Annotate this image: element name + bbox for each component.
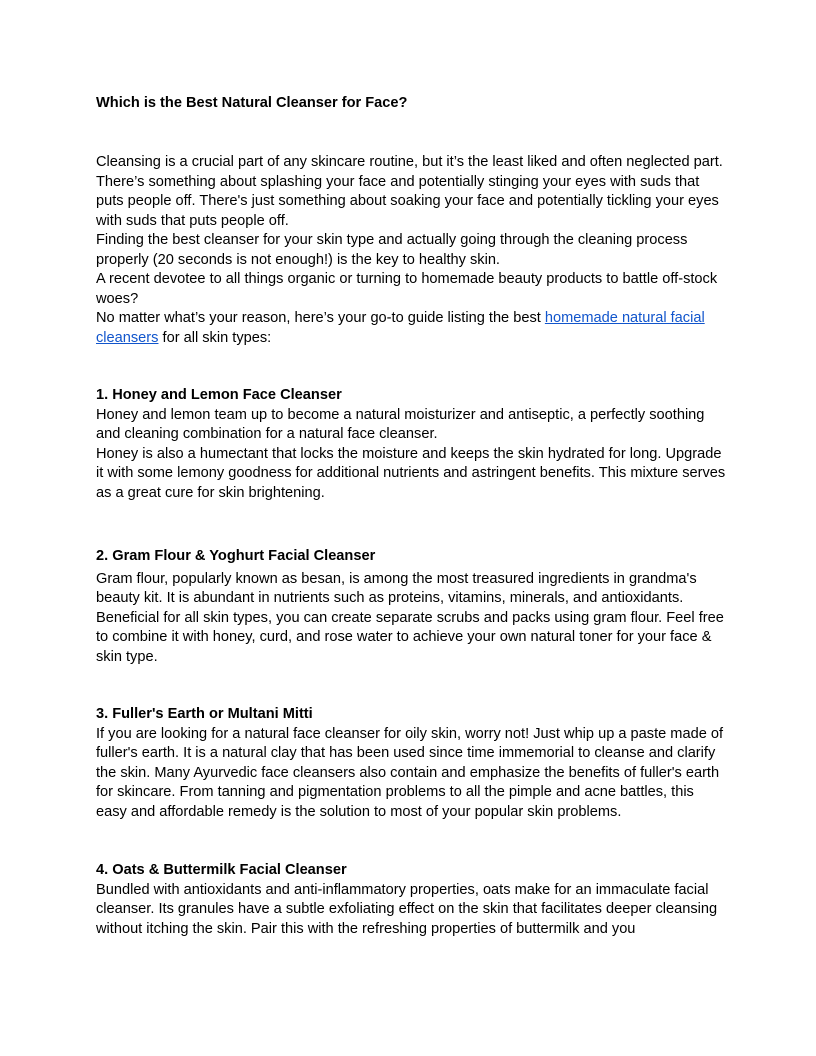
- intro-block: [96, 153, 726, 348]
- section-heading: 4. Oats & Buttermilk Facial Cleanser: [96, 862, 347, 878]
- intro-paragraph-1: Cleansing is a crucial part of any skincare routine, but it’s the least liked and often neglected part. There’s something about splashing your face and potentially stinging your eyes with suds that puts people off. There's just something about soaking your face and potentially tickling your eyes with suds that puts people off.: [96, 154, 723, 229]
- section-paragraph: If you are looking for a natural face cleanser for oily skin, worry not! Just whip up a paste made of fuller's earth. It is a natural clay that has been used since time immemorial to cleanse and clarify the skin. Many Ayurvedic face cleansers also contain and emphasize the benefits of fuller's earth for skincare. From tanning and pigmentation problems to all the pimple and acne battles, this easy and affordable remedy is the solution to most of your popular skin problems.: [96, 725, 724, 820]
- section-fullers-earth: [96, 705, 726, 822]
- section-heading: 1. Honey and Lemon Face Cleanser: [96, 387, 342, 403]
- intro-paragraph-2: Finding the best cleanser for your skin type and actually going through the cleaning process properly (20 seconds is not enough!) is the key to healthy skin.: [96, 232, 688, 268]
- section-oats-buttermilk: [96, 861, 726, 939]
- section-heading: 3. Fuller's Earth or Multani Mitti: [96, 706, 313, 722]
- section-paragraph: Honey and lemon team up to become a natural moisturizer and antiseptic, a perfectly soothing and cleaning combination for a natural face cleanser.: [96, 406, 705, 442]
- section-gram-flour: [96, 547, 726, 667]
- intro-paragraph-4: [96, 309, 726, 348]
- page-title: Which is the Best Natural Cleanser for Face?: [96, 95, 408, 111]
- section-paragraph: Honey is also a humectant that locks the moisture and keeps the skin hydrated for long. Upgrade it with some lemony goodness for additional nutrients and astringent benefits. This mixture serves as a great cure for skin brightening.: [96, 445, 726, 501]
- intro-p4-before: No matter what’s your reason, here’s your go-to guide listing the best: [96, 310, 545, 326]
- homemade-cleansers-link[interactable]: homemade natural facial cleansers: [96, 310, 705, 346]
- intro-paragraph-3: A recent devotee to all things organic or turning to homemade beauty products to battle off-stock woes?: [96, 271, 718, 307]
- section-heading: 2. Gram Flour & Yoghurt Facial Cleanser: [96, 548, 376, 564]
- section-honey-lemon: [96, 386, 726, 503]
- intro-p4-after: for all skin types:: [158, 329, 272, 346]
- section-paragraph: Gram flour, popularly known as besan, is among the most treasured ingredients in grandma's beauty kit. It is abundant in nutrients such as proteins, vitamins, minerals, and antioxidants. Beneficial for all skin types, you can create separate scrubs and packs using gram flour. Feel free to combine it with honey, curd, and rose water to achieve your own natural toner for your face & skin type.: [96, 570, 724, 665]
- section-paragraph: Bundled with antioxidants and anti-inflammatory properties, oats make for an immaculate facial cleanser. Its granules have a subtle exfoliating effect on the skin that facilitates deeper cleansing without itching the skin. Pair this with the refreshing properties of buttermilk and you: [96, 881, 718, 937]
